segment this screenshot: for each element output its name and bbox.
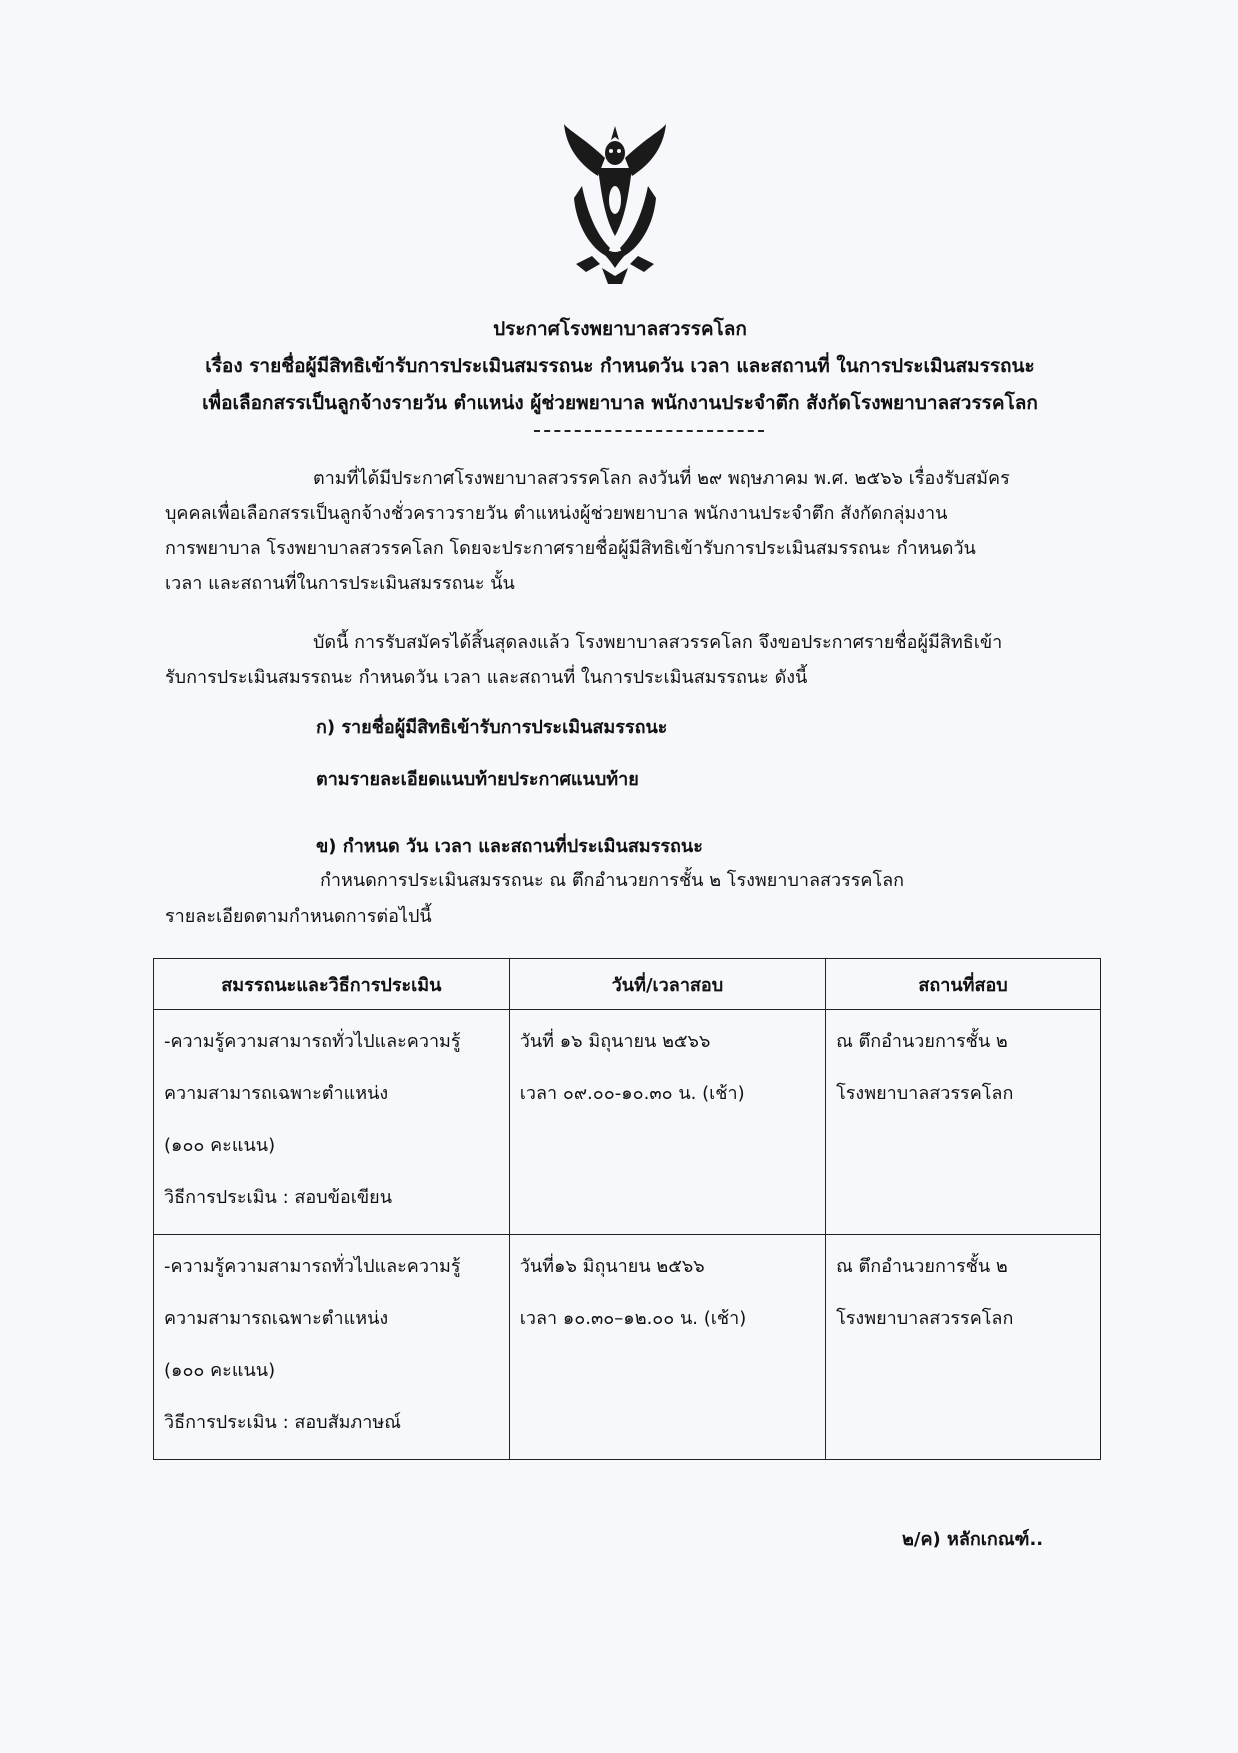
paragraph-line: บุคคลเพื่อเลือกสรรเป็นลูกจ้างชั่วคราวรายวัน ตำแหน่งผู้ช่วยพยาบาล พนักงานประจำตึก สังกัดกลุ่มงาน [165, 503, 948, 524]
announcement-title: ประกาศโรงพยาบาลสวรรคโลก [493, 318, 747, 340]
paragraph-intro [165, 461, 1105, 601]
garuda-emblem-icon [562, 118, 668, 288]
column-header: สมรรถนะและวิธีการประเมิน [154, 959, 510, 1010]
table-row [154, 1010, 1101, 1235]
section-b-heading: ข) กำหนด วัน เวลา และสถานที่ประเมินสมรรถนะ [316, 836, 703, 857]
schedule-intro-cont: รายละเอียดตามกำหนดการต่อไปนี้ [165, 906, 432, 927]
column-header: วันที่/เวลาสอบ [509, 959, 825, 1010]
place-cell: ณ ตึกอำนวยการชั้น ๒ โรงพยาบาลสวรรคโลก [826, 1235, 1101, 1460]
paragraph-line: เวลา และสถานที่ในการประเมินสมรรถนะ นั้น [165, 573, 515, 594]
column-header: สถานที่สอบ [826, 959, 1101, 1010]
paragraph-announcement [165, 625, 1105, 695]
section-a-heading: ก) รายชื่อผู้มีสิทธิเข้ารับการประเมินสมรรถนะ [316, 717, 668, 738]
schedule-intro: กำหนดการประเมินสมรรถนะ ณ ตึกอำนวยการชั้น ๒ โรงพยาบาลสวรรคโลก [320, 870, 905, 891]
paragraph-line: ตามที่ได้มีประกาศโรงพยาบาลสวรรคโลก ลงวันที่ ๒๙ พฤษภาคม พ.ศ. ๒๕๖๖ เรื่องรับสมัคร [313, 468, 1010, 489]
table-row [154, 1235, 1101, 1460]
datetime-cell: วันที่ ๑๖ มิถุนายน ๒๕๖๖ เวลา ๐๙.๐๐-๑๐.๓๐ น. (เช้า) [509, 1010, 825, 1235]
paragraph-line: รับการประเมินสมรรถนะ กำหนดวัน เวลา และสถานที่ ในการประเมินสมรรถนะ ดังนี้ [165, 667, 808, 688]
divider [534, 430, 764, 432]
schedule-table [153, 958, 1101, 1460]
paragraph-line: การพยาบาล โรงพยาบาลสวรรคโลก โดยจะประกาศรายชื่อผู้มีสิทธิเข้ารับการประเมินสมรรถนะ กำหนดวัน [165, 538, 976, 559]
datetime-cell: วันที่๑๖ มิถุนายน ๒๕๖๖ เวลา ๑๐.๓๐–๑๒.๐๐ น. (เช้า) [509, 1235, 825, 1460]
competency-cell: -ความรู้ความสามารถทั่วไปและความรู้ ความสามารถเฉพาะตำแหน่ง (๑๐๐ คะแนน) วิธีการประเมิน : สอบสัมภาษณ์ [154, 1235, 510, 1460]
competency-cell: -ความรู้ความสามารถทั่วไปและความรู้ ความสามารถเฉพาะตำแหน่ง (๑๐๐ คะแนน) วิธีการประเมิน : สอบข้อเขียน [154, 1010, 510, 1235]
table-header-row [154, 959, 1101, 1010]
subject-line: เพื่อเลือกสรรเป็นลูกจ้างรายวัน ตำแหน่ง ผู้ช่วยพยาบาล พนักงานประจำตึก สังกัดโรงพยาบาลสวรรคโลก [202, 392, 1038, 414]
paragraph-line: บัดนี้ การรับสมัครได้สิ้นสุดลงแล้ว โรงพยาบาลสวรรคโลก จึงขอประกาศรายชื่อผู้มีสิทธิเข้า [313, 632, 1003, 653]
continuation-note: ๒/ค) หลักเกณฑ์.. [902, 1529, 1044, 1550]
subject-line: เรื่อง รายชื่อผู้มีสิทธิเข้ารับการประเมินสมรรถนะ กำหนดวัน เวลา และสถานที่ ในการประเมินสมรรถนะ [205, 355, 1035, 377]
place-cell: ณ ตึกอำนวยการชั้น ๒ โรงพยาบาลสวรรคโลก [826, 1010, 1101, 1235]
section-a-detail: ตามรายละเอียดแนบท้ายประกาศแนบท้าย [316, 769, 639, 790]
